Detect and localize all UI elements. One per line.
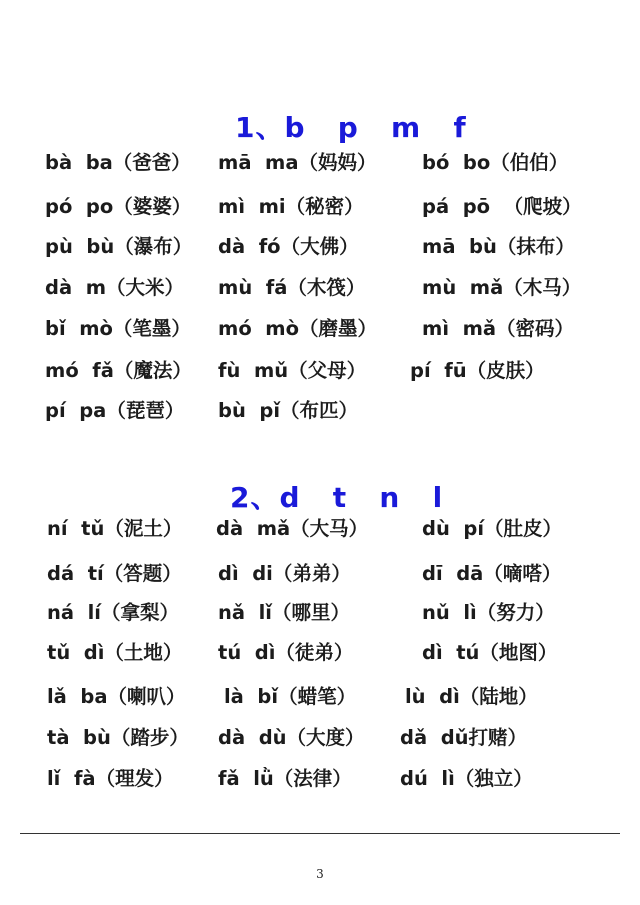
- entry-1-2-1: pó po（婆婆）: [45, 195, 192, 218]
- entry-2-4-3: dì tú（地图）: [422, 641, 558, 664]
- entry-2-3-3: nǔ lì（努力）: [422, 601, 555, 624]
- entry-1-3-2: dà fó（大佛）: [218, 235, 359, 258]
- entry-1-6-3: pí fū（皮肤）: [410, 359, 545, 382]
- entry-1-7-1: pí pa（琵琶）: [45, 399, 185, 422]
- entry-1-4-3: mù mǎ（木马）: [422, 276, 582, 299]
- entry-2-5-3: lù dì（陆地）: [405, 685, 538, 708]
- entry-2-6-2: dà dù（大度）: [218, 726, 365, 749]
- entry-2-7-2: fǎ lǜ（法律）: [218, 767, 352, 790]
- entry-2-1-2: dà mǎ（大马）: [216, 517, 369, 540]
- entry-2-3-1: ná lí（拿梨）: [47, 601, 179, 624]
- entry-2-4-1: tǔ dì（土地）: [47, 641, 183, 664]
- footer-divider: [20, 833, 620, 834]
- entry-1-5-2: mó mò（磨墨）: [218, 317, 378, 340]
- entry-1-4-2: mù fá（木筏）: [218, 276, 366, 299]
- entry-2-2-1: dá tí（答题）: [47, 562, 182, 585]
- entry-2-2-3: dī dā（嘀嗒）: [422, 562, 562, 585]
- entry-2-6-1: tà bù（踏步）: [47, 726, 189, 749]
- heading-section-2: 2、d t n l: [230, 481, 444, 514]
- entry-1-1-1: bà ba（爸爸）: [45, 151, 191, 174]
- entry-1-5-3: mì mǎ（密码）: [422, 317, 575, 340]
- page-number: 3: [316, 867, 324, 881]
- entry-1-2-2: mì mi（秘密）: [218, 195, 364, 218]
- entry-2-5-2: là bǐ（蜡笔）: [224, 685, 357, 708]
- entry-1-5-1: bǐ mò（笔墨）: [45, 317, 191, 340]
- entry-1-3-3: mā bù（抹布）: [422, 235, 575, 258]
- entry-2-5-1: lǎ ba（喇叭）: [47, 685, 186, 708]
- entry-2-7-1: lǐ fà（理发）: [47, 767, 174, 790]
- entry-2-1-3: dù pí（肚皮）: [422, 517, 563, 540]
- entry-1-7-2: bù pǐ（布匹）: [218, 399, 359, 422]
- entry-2-3-2: nǎ lǐ（哪里）: [218, 601, 350, 624]
- entry-1-3-1: pù bù（瀑布）: [45, 235, 193, 258]
- entry-1-1-2: mā ma（妈妈）: [218, 151, 377, 174]
- entry-2-2-2: dì di（弟弟）: [218, 562, 351, 585]
- entry-1-1-3: bó bo（伯伯）: [422, 151, 569, 174]
- entry-2-7-3: dú lì（独立）: [400, 767, 533, 790]
- heading-section-1: 1、b p m f: [235, 111, 467, 144]
- entry-2-4-2: tú dì（徒弟）: [218, 641, 354, 664]
- entry-2-1-1: ní tǔ（泥土）: [47, 517, 183, 540]
- entry-2-6-3: dǎ dǔ打赌）: [400, 726, 528, 749]
- entry-1-6-2: fù mǔ（父母）: [218, 359, 367, 382]
- entry-1-6-1: mó fǎ（魔法）: [45, 359, 192, 382]
- entry-1-4-1: dà m（大米）: [45, 276, 185, 299]
- entry-1-2-3: pá pō （爬坡）: [422, 195, 582, 218]
